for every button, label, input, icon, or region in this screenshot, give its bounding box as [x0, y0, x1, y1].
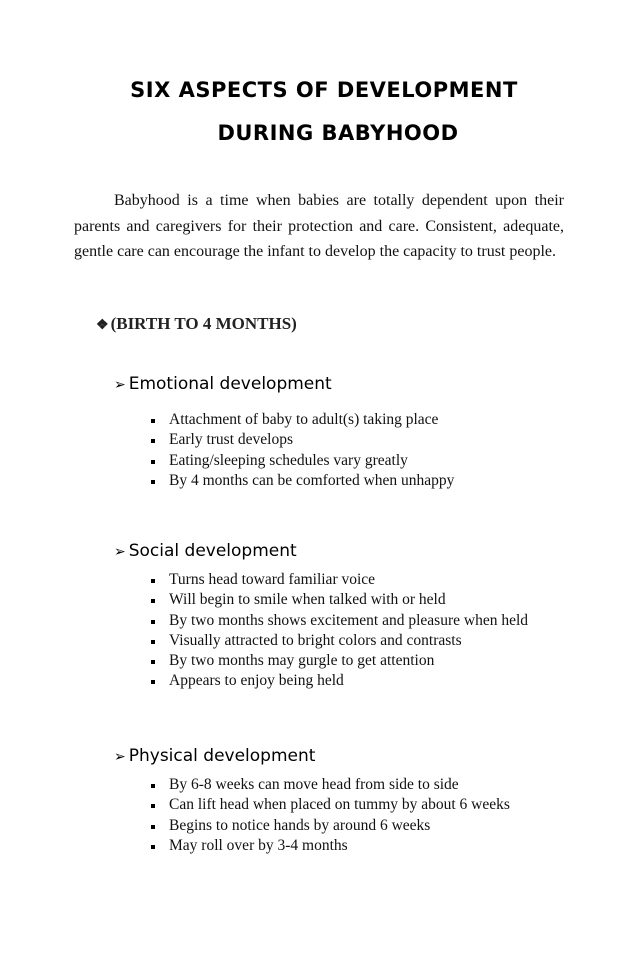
title-line-2: DURING BABYHOOD [217, 121, 459, 145]
arrow-bullet-icon: ➢ [114, 544, 126, 560]
emotional-list [148, 410, 454, 491]
list-item: Turns head toward familiar voice [148, 570, 528, 590]
social-heading-text: Social development [128, 541, 297, 561]
social-heading [114, 541, 297, 561]
list-item: Can lift head when placed on tummy by about 6 weeks [148, 795, 510, 815]
list-item: By two months shows excitement and pleasure when held [148, 611, 528, 631]
list-item: Early trust develops [148, 430, 454, 450]
arrow-bullet-icon: ➢ [114, 377, 126, 393]
list-item: Will begin to smile when talked with or held [148, 590, 528, 610]
title-line-1: SIX ASPECTS OF DEVELOPMENT [130, 78, 518, 102]
list-item: By 4 months can be comforted when unhappy [148, 471, 454, 491]
emotional-heading [114, 374, 332, 394]
list-item: By two months may gurgle to get attention [148, 651, 528, 671]
list-item: Attachment of baby to adult(s) taking place [148, 410, 454, 430]
list-item: Eating/sleeping schedules vary greatly [148, 451, 454, 471]
list-item: Begins to notice hands by around 6 weeks [148, 816, 510, 836]
list-item: Appears to enjoy being held [148, 671, 528, 691]
diamond-bullet-icon: ❖ [96, 318, 109, 333]
section-heading-text: (BIRTH TO 4 MONTHS) [110, 314, 297, 333]
physical-heading [114, 746, 315, 766]
physical-heading-text: Physical development [128, 746, 316, 766]
physical-list [148, 775, 510, 856]
arrow-bullet-icon: ➢ [114, 749, 126, 765]
intro-paragraph: Babyhood is a time when babies are totally dependent upon their parents and caregivers for their protection and care. Consistent, adequate, gentle care can encourage the infant to develop the capacity to trust people. [74, 192, 564, 260]
list-item: May roll over by 3-4 months [148, 836, 510, 856]
emotional-heading-text: Emotional development [128, 374, 332, 394]
list-item: By 6-8 weeks can move head from side to side [148, 775, 510, 795]
section-heading [96, 314, 297, 334]
list-item: Visually attracted to bright colors and contrasts [148, 631, 528, 651]
social-list [148, 570, 528, 692]
